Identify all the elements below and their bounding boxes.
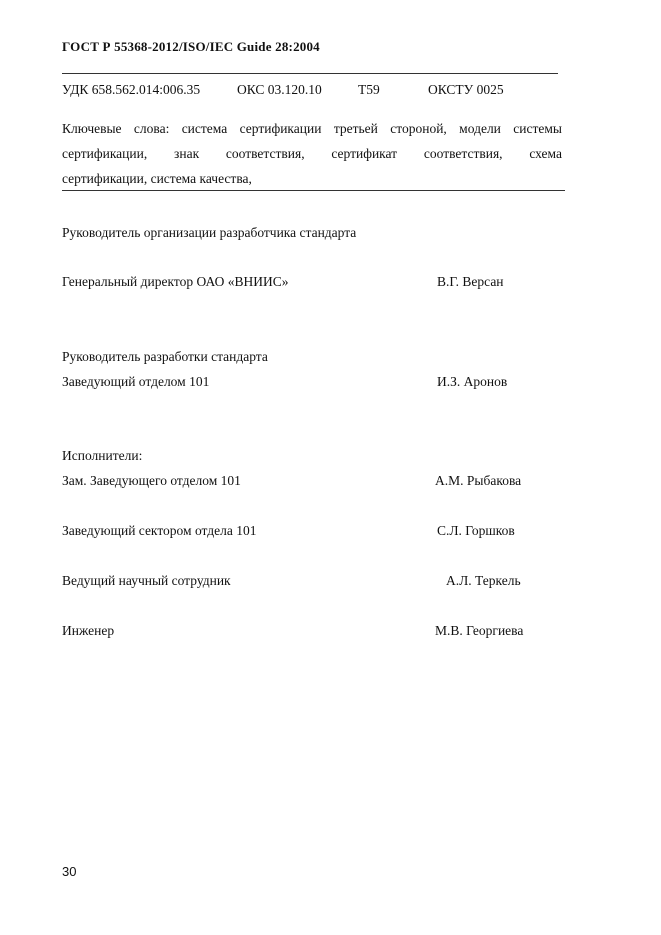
signature-name: А.М. Рыбакова <box>435 473 522 488</box>
signature-name: В.Г. Версан <box>437 274 504 289</box>
signature-role: Генеральный директор ОАО «ВНИИС» <box>62 274 289 289</box>
keywords-line: сертификации, знак соответствия, сертификат соответствия, схема <box>62 146 562 161</box>
signature-role: Инженер <box>62 623 115 638</box>
keywords-rule <box>62 190 565 191</box>
udk-code: УДК 658.562.014:006.35 <box>62 82 201 97</box>
okstu-code: ОКСТУ 0025 <box>428 82 504 97</box>
signature-name: С.Л. Горшков <box>437 523 515 538</box>
signature-name: А.Л. Теркель <box>446 573 521 588</box>
signature-role: Заведующий отделом 101 <box>62 374 210 389</box>
signature-role: Заведующий сектором отдела 101 <box>62 523 257 538</box>
performers-heading: Исполнители: <box>62 448 143 463</box>
signature-name: М.В. Георгиева <box>435 623 524 638</box>
keywords-block <box>62 116 562 191</box>
keywords-line: сертификации, система качества, <box>62 171 252 186</box>
org-head-heading: Руководитель организации разработчика стандарта <box>62 225 357 240</box>
standard-header: ГОСТ Р 55368-2012/ISO/IEC Guide 28:2004 <box>62 39 320 54</box>
page-number: 30 <box>62 864 77 879</box>
oks-code: ОКС 03.120.10 <box>237 82 322 97</box>
header-rule <box>62 73 558 74</box>
keywords-line: Ключевые слова: система сертификации третьей стороной, модели системы <box>62 121 562 136</box>
signature-name: И.З. Аронов <box>437 374 508 389</box>
signature-role: Ведущий научный сотрудник <box>62 573 231 588</box>
signature-role: Зам. Заведующего отделом 101 <box>62 473 241 488</box>
t-code: Т59 <box>358 82 380 97</box>
dev-head-heading: Руководитель разработки стандарта <box>62 349 268 364</box>
